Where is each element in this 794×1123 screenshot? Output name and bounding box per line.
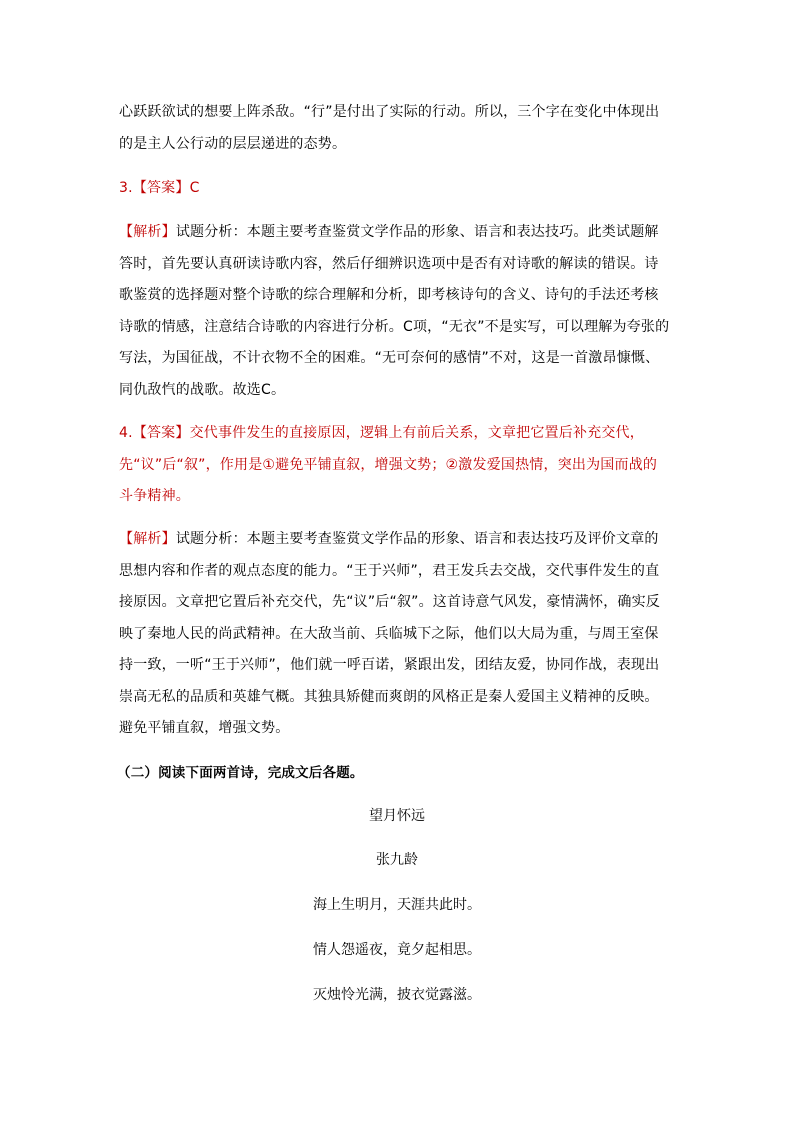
answer-text: 交代事件发生的直接原因，逻辑上有前后关系，文章把它置后补充交代，先“议”后“叙”，作用是①避免平铺直叙，增强文势；②激发爱国热情，突出为国而战的斗争精神。 bbox=[119, 425, 658, 504]
poem-title: 望月怀远 bbox=[369, 808, 425, 824]
poem-line-2: 情人怨遥夜，竟夕起相思。 bbox=[313, 942, 481, 958]
paragraph-text: 心跃跃欲试的想要上阵杀敌。“行”是付出了实际的行动。所以，三个字在变化中体现出的是主人公行动的层层递进的态势。 bbox=[119, 104, 660, 152]
question-3-analysis bbox=[119, 217, 671, 406]
paragraph-continuation bbox=[119, 97, 671, 160]
question-4-analysis bbox=[119, 524, 671, 745]
poem-author: 张九龄 bbox=[376, 852, 418, 868]
answer-value: C bbox=[189, 180, 200, 196]
poem-line-3: 灭烛怜光满，披衣觉露滋。 bbox=[313, 987, 481, 1003]
analysis-text: 试题分析：本题主要考查鉴赏文学作品的形象、语言和表达技巧及评价文章的思想内容和作者的观点态度的能力。“王于兴师”，君王发兵去交战，交代事件发生的直接原因。文章把它置后补充交代，先“议”后“叙”。这首诗意气风发，豪情满怀，确实反映了秦地人民的尚武精神。在大敌当前、兵临城下之际，他们以大局为重，与周王室保持一致，一听“王于兴师”，他们就一呼百诺，紧跟出发，团结友爱，协同作战，表现出崇高无私的品质和英雄气概。其独具矫健而爽朗的风格正是秦人爱国主义精神的反映。避免平铺直叙，增强文势。 bbox=[119, 531, 661, 736]
analysis-label: 【解析】 bbox=[119, 224, 176, 240]
poem-line-1: 海上生明月，天涯共此时。 bbox=[313, 897, 481, 913]
question-3-answer bbox=[119, 173, 671, 205]
section-heading-text: （二）阅读下面两首诗，完成文后各题。 bbox=[117, 765, 364, 781]
answer-label: 3.【答案】 bbox=[119, 180, 190, 196]
question-4-answer bbox=[119, 418, 671, 513]
answer-label: 4.【答案】 bbox=[119, 425, 190, 441]
section-heading bbox=[117, 758, 669, 790]
analysis-label: 【解析】 bbox=[119, 531, 176, 547]
analysis-text: 试题分析：本题主要考查鉴赏文学作品的形象、语言和表达技巧。此类试题解答时，首先要认真研读诗歌内容，然后仔细辨识选项中是否有对诗歌的解读的错误。诗歌鉴赏的选择题对整个诗歌的综合理解和分析，即考核诗句的含义、诗句的手法还考核诗歌的情感，注意结合诗歌的内容进行分析。C项，“无衣”不是实写，可以理解为夸张的写法，为国征战，不计衣物不全的困难。“无可奈何的感情”不对，这是一首激昂慷慨、同仇敌忾的战歌。故选C。 bbox=[119, 224, 670, 398]
